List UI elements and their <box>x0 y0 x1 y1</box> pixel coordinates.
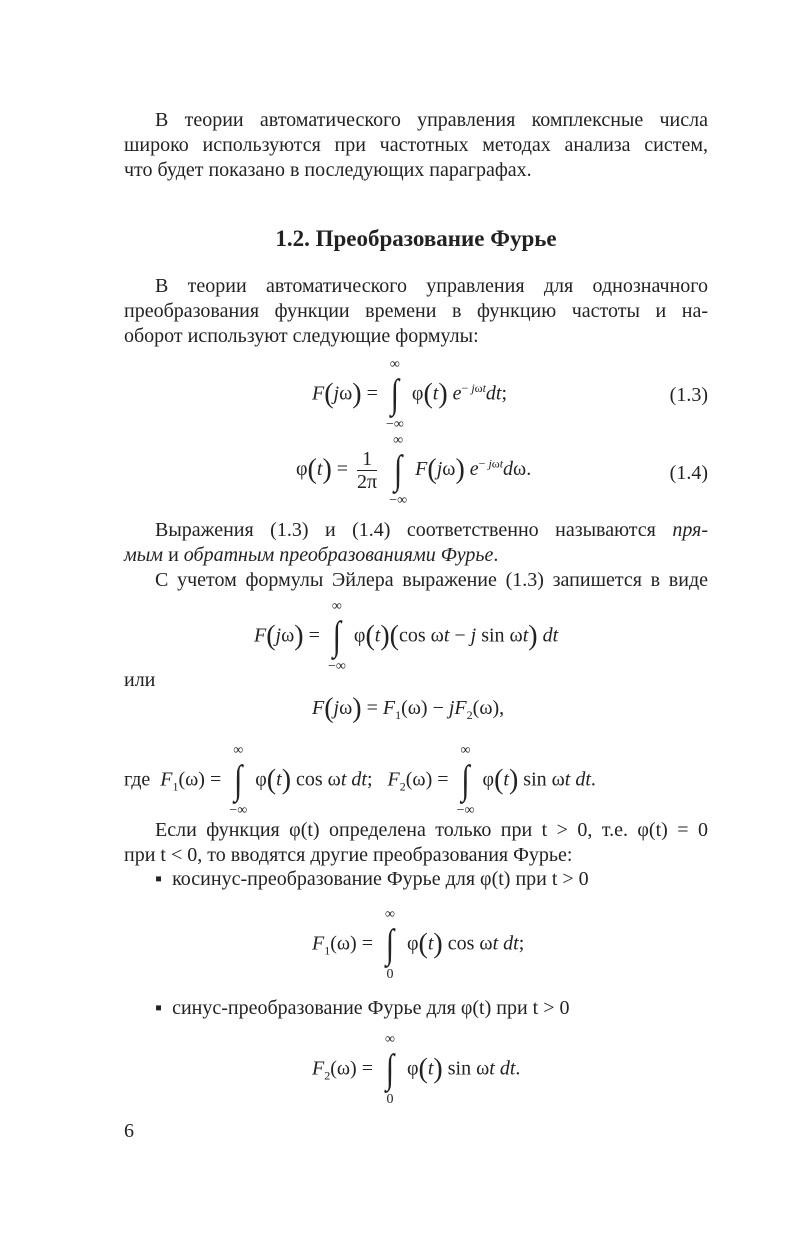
para1-line-2: преобразования функции времени в функцию частоты и на- <box>124 300 708 322</box>
bullet-item-sine <box>155 997 570 1020</box>
bullet-text-sine: синус-преобразование Фурье для φ(t) при t > 0 <box>172 997 570 1019</box>
word-gde: где <box>124 768 151 791</box>
para2-text-a: Выражения (1.3) и (1.4) соответственно называются <box>155 519 656 541</box>
formula-f1-f2: где $F_1(\omega)$ = ∞ ∫ −∞ φ(t) cos ωt dt; $F_2(\omega)$ = ∞ ∫ −∞ φ(t) sin ωt dt. <box>124 743 596 818</box>
bullet-icon: ▪ <box>155 868 163 890</box>
formula-1-4: φ(t) = $\frac{1}{2\pi}$ ∞ ∫ −∞ F(jω) $e^{- j\omega t}d\omega$. <box>296 432 532 508</box>
para3-line-1: Если функция φ(t) определена только при t > 0, т.е. φ(t) = 0 <box>155 819 708 841</box>
bullet-item-cosine <box>155 868 589 891</box>
para2-text-c: мым <box>124 544 164 566</box>
intro-paragraph <box>124 108 708 183</box>
bullet-icon: ▪ <box>155 997 163 1019</box>
bullet-text-cosine: косинус-преобразование Фурье для φ(t) при t > 0 <box>172 868 589 890</box>
formula-euler: F(jω) = ∞ ∫ −∞ φ(t)(cos ωt − j sin ωt) dt <box>254 599 559 674</box>
formula-cosine-transform: $F_1(\omega)$ = ∞ ∫ 0 φ(t) cos ωt dt; <box>312 907 525 982</box>
formula-1-3: F(jω) = ∞ ∫ −∞ φ(t) $e^{- j\omega t}dt$; <box>312 357 508 432</box>
paragraph-2 <box>124 518 708 593</box>
para2-line-1 <box>124 518 708 543</box>
equation-number-1-4: (1.4) <box>669 462 708 484</box>
para1-line-1: В теории автоматического управления для однозначного <box>155 275 708 297</box>
section-title: 1.2. Преобразование Фурье <box>275 226 557 251</box>
para2-text-d: и <box>163 544 184 566</box>
paragraph-1 <box>124 274 708 349</box>
para1-line-3: оборот используют следующие формулы: <box>124 325 479 347</box>
para3-line-2: при t < 0, то вводятся другие преобразования Фурье: <box>124 844 573 866</box>
para2-text-f: . <box>493 544 499 566</box>
intro-line-3: что будет показано в последующих параграфах. <box>124 159 532 181</box>
para2-text-e: обратным преобразованиями Фурье <box>183 544 494 566</box>
para2-line-3: С учетом формулы Эйлера выражение (1.3) запишется в виде <box>155 569 708 591</box>
intro-line-1: В теории автоматического управления комплексные числа <box>155 109 708 131</box>
formula-sine-transform: $F_2(\omega)$ = ∞ ∫ 0 φ(t) sin ωt dt. <box>312 1032 521 1107</box>
formula-decomposition: $F(j\omega) = F_1(\omega) - jF_2(\omega)$, <box>312 693 505 724</box>
word-ili: или <box>124 669 156 691</box>
equation-number-1-3: (1.3) <box>669 384 708 406</box>
page-number: 6 <box>124 1120 134 1142</box>
para2-line-2 <box>124 543 708 568</box>
intro-line-2: широко используются при частотных методах анализа систем, <box>124 134 708 156</box>
para2-text-b: пря- <box>672 519 709 541</box>
paragraph-3 <box>124 818 708 868</box>
